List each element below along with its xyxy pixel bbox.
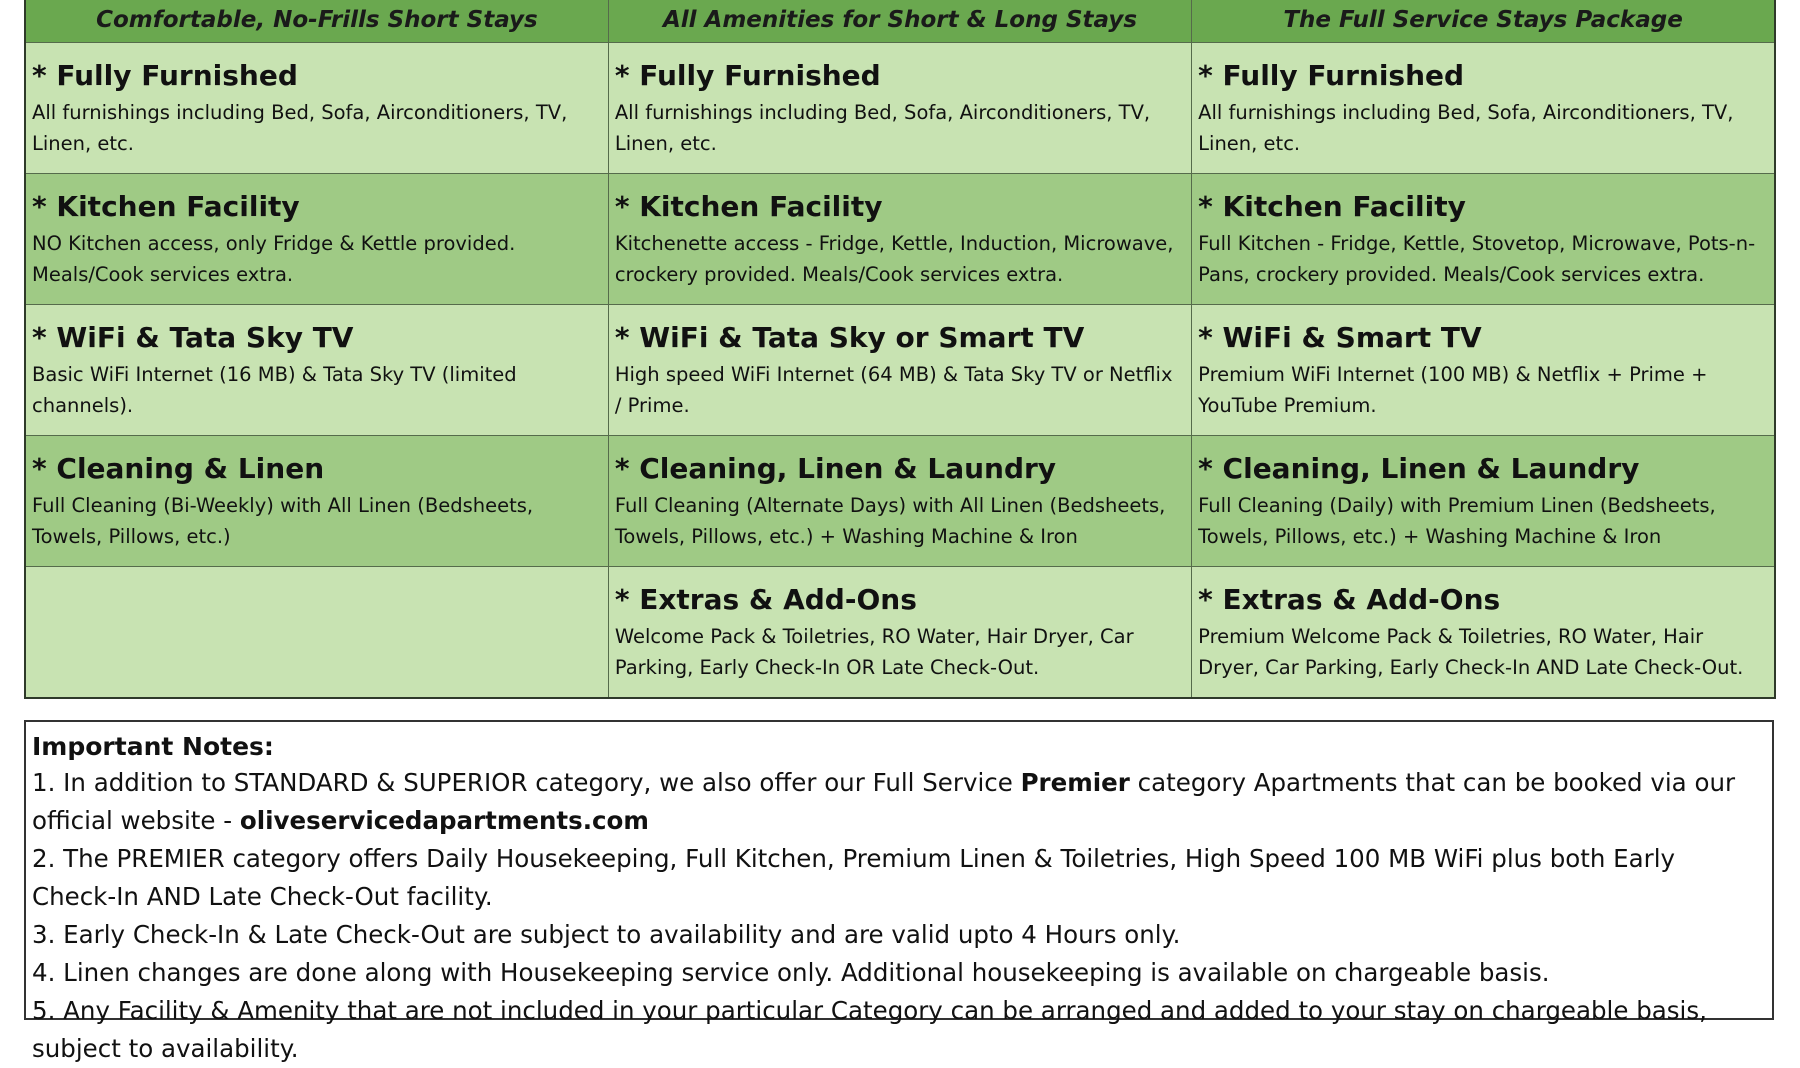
notes-heading: Important Notes: — [32, 732, 274, 761]
table-cell — [1192, 436, 1775, 567]
table-cell — [1192, 305, 1775, 436]
note-item — [32, 764, 1766, 840]
note-text: 1. In addition to STANDARD & SUPERIOR category, we also offer our Full Service — [32, 768, 1021, 797]
feature-description: Basic WiFi Internet (16 MB) & Tata Sky TV (limited channels). — [32, 363, 517, 417]
premier-keyword: Premier — [1020, 768, 1130, 797]
website-link[interactable]: oliveservicedapartments.com — [239, 806, 649, 835]
feature-description: Full Cleaning (Alternate Days) with All Linen (Bedsheets, Towels, Pillows, etc.) + Washing Machine & Iron — [614, 494, 1166, 548]
feature-description: All furnishings including Bed, Sofa, Airconditioners, TV, Linen, etc. — [1198, 101, 1734, 155]
table-row — [25, 174, 1775, 305]
note-item: 2. The PREMIER category offers Daily Housekeeping, Full Kitchen, Premium Linen & Toiletries, High Speed 100 MB WiFi plus both Early Check-In AND Late Check-Out facility. — [32, 844, 1676, 911]
table-cell — [608, 436, 1191, 567]
table-cell — [1192, 567, 1775, 699]
table-cell — [25, 305, 608, 436]
feature-title: * Cleaning & Linen — [32, 452, 325, 485]
feature-description: All furnishings including Bed, Sofa, Airconditioners, TV, Linen, etc. — [614, 101, 1151, 155]
table-row — [25, 43, 1775, 174]
note-item: 3. Early Check-In & Late Check-Out are subject to availability and are valid upto 4 Hours only. — [32, 920, 1181, 949]
feature-description: All furnishings including Bed, Sofa, Airconditioners, TV, Linen, etc. — [32, 101, 568, 155]
feature-description: Full Cleaning (Daily) with Premium Linen (Bedsheets, Towels, Pillows, etc.) + Washing Machine & Iron — [1198, 494, 1716, 548]
feature-description: Full Cleaning (Bi-Weekly) with All Linen (Bedsheets, Towels, Pillows, etc.) — [32, 494, 534, 548]
table-cell — [25, 174, 608, 305]
important-notes-box — [24, 720, 1774, 1063]
table-row — [25, 567, 1775, 699]
feature-description: High speed WiFi Internet (64 MB) & Tata Sky TV or Netflix / Prime. — [614, 363, 1173, 417]
note-item: 4. Linen changes are done along with Housekeeping service only. Additional housekeeping is available on chargeable basis. — [32, 958, 1550, 987]
column-header: The Full Service Stays Package — [1192, 0, 1775, 43]
feature-title: * WiFi & Tata Sky or Smart TV — [614, 321, 1085, 354]
feature-title: * WiFi & Smart TV — [1198, 321, 1482, 354]
table-cell — [1192, 43, 1775, 174]
note-text: category Apartments that can be booked via our official website - — [32, 768, 1736, 835]
table-cell — [25, 436, 608, 567]
feature-description: NO Kitchen access, only Fridge & Kettle provided. Meals/Cook services extra. — [32, 232, 516, 286]
feature-title: * Extras & Add-Ons — [614, 583, 917, 616]
feature-title: * Fully Furnished — [32, 59, 298, 92]
table-cell — [608, 305, 1191, 436]
table-cell — [1192, 174, 1775, 305]
feature-title: * Kitchen Facility — [1198, 190, 1466, 223]
feature-description: Full Kitchen - Fridge, Kettle, Stovetop, Microwave, Pots-n-Pans, crockery provided. Meals/Cook services extra. — [1198, 232, 1756, 286]
table-cell — [608, 43, 1191, 174]
table-cell — [25, 43, 608, 174]
feature-title: * WiFi & Tata Sky TV — [32, 321, 354, 354]
feature-description: Welcome Pack & Toiletries, RO Water, Hair Dryer, Car Parking, Early Check-In OR Late Check-Out. — [614, 625, 1134, 679]
column-header: Comfortable, No-Frills Short Stays — [25, 0, 608, 43]
feature-title: * Cleaning, Linen & Laundry — [1198, 452, 1640, 485]
table-cell-empty — [25, 567, 608, 699]
feature-title: * Fully Furnished — [1198, 59, 1465, 92]
amenities-comparison-table — [24, 0, 1776, 699]
table-row — [25, 436, 1775, 567]
feature-title: * Kitchen Facility — [32, 190, 300, 223]
table-cell — [608, 567, 1191, 699]
feature-description: Premium Welcome Pack & Toiletries, RO Water, Hair Dryer, Car Parking, Early Check-In AND Late Check-Out. — [1198, 625, 1744, 679]
column-header: All Amenities for Short & Long Stays — [608, 0, 1191, 43]
feature-title: * Kitchen Facility — [614, 190, 883, 223]
note-item: 5. Any Facility & Amenity that are not included in your particular Category can be arranged and added to your stay on chargeable basis, subject to availability. — [32, 996, 1707, 1063]
table-row — [25, 305, 1775, 436]
feature-description: Premium WiFi Internet (100 MB) & Netflix + Prime + YouTube Premium. — [1198, 363, 1708, 417]
feature-description: Kitchenette access - Fridge, Kettle, Induction, Microwave, crockery provided. Meals/Cook services extra. — [614, 232, 1174, 286]
table-header-row — [25, 0, 1775, 43]
feature-title: * Extras & Add-Ons — [1198, 583, 1501, 616]
table-body — [25, 43, 1775, 699]
table-cell — [608, 174, 1191, 305]
feature-title: * Cleaning, Linen & Laundry — [614, 452, 1057, 485]
feature-title: * Fully Furnished — [614, 59, 881, 92]
